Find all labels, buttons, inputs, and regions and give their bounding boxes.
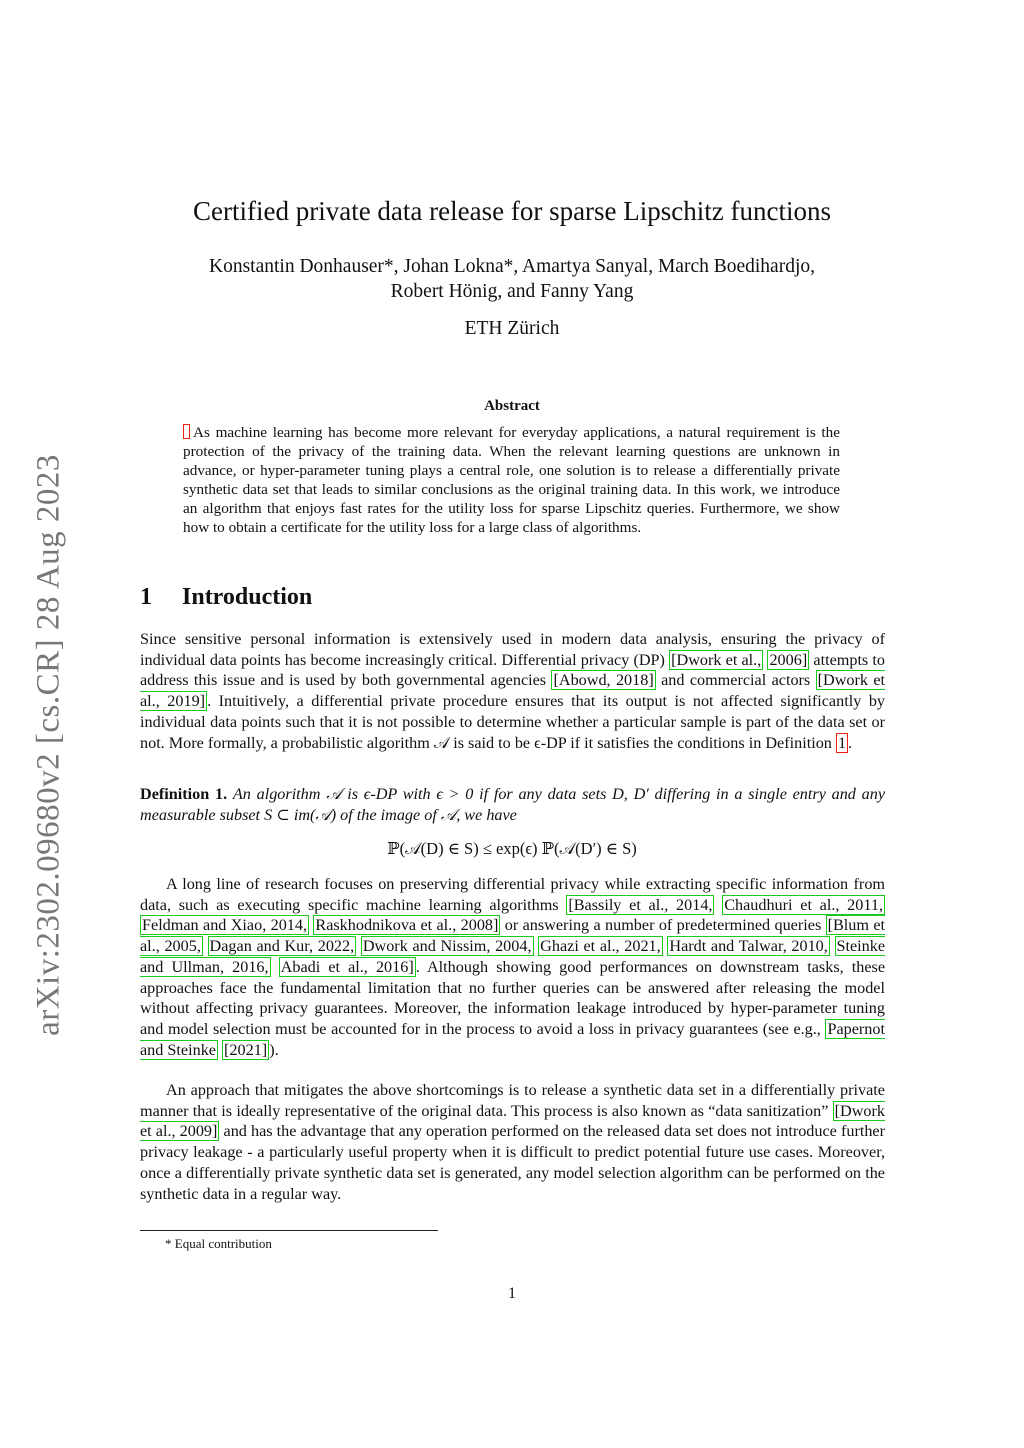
equation: ℙ(𝒜(D) ∈ S) ≤ exp(ϵ) ℙ(𝒜(D′) ∈ S) xyxy=(387,839,637,858)
citation-link[interactable]: Hardt and Talwar, 2010, xyxy=(669,937,828,956)
definition-block xyxy=(140,784,885,825)
citation-link[interactable]: Feldman and Xiao, 2014, xyxy=(142,916,308,935)
citation-link[interactable]: Dwork and Nissim, 2004, xyxy=(362,937,532,956)
paragraph-intro xyxy=(140,629,885,753)
citation-link[interactable]: [Abowd, 2018] xyxy=(553,671,654,690)
section-heading xyxy=(140,584,312,611)
text-run: ). xyxy=(269,1040,279,1059)
paragraph-synthetic-data xyxy=(140,1080,885,1204)
arxiv-stamp xyxy=(28,445,70,1045)
citation-link[interactable]: [Bassily et al., 2014, xyxy=(568,895,713,914)
text-run: and commercial actors xyxy=(655,671,816,690)
paper-title: Certified private data release for sparse Lipschitz functions xyxy=(193,196,831,226)
text-run: and has the advantage that any operation performed on the released data set does not introduce further privacy leakage - a particularly useful property when it is difficult to predict potential future use cases. Moreover, once a differentially private synthetic data set is generated, any model selection algorithm can be performed on the synthetic data in a regular way. xyxy=(140,1122,885,1203)
citation-link[interactable]: Abadi et al., 2016] xyxy=(280,957,414,976)
authors-line-2: Robert Hönig, and Fanny Yang xyxy=(390,281,634,302)
abstract xyxy=(183,423,840,537)
citation-link[interactable]: [Dwork et al., xyxy=(671,650,762,669)
text-run: or answering a number of predetermined queries xyxy=(500,916,826,935)
citation-link[interactable]: [Blum et al., 2005, xyxy=(140,916,886,956)
citation-link[interactable]: Dagan and Kur, 2022, xyxy=(209,937,355,956)
definition-label: Definition 1. xyxy=(140,785,228,803)
abstract-heading: Abstract xyxy=(484,398,540,414)
citation-link[interactable]: Chaudhuri et al., 2011, xyxy=(724,895,883,914)
citation-link[interactable]: [2021] xyxy=(224,1040,268,1059)
text-run: Since sensitive personal information is extensively used in modern data analysis, ensuring the privacy of individual data points has become increasingly critical. Differential privacy (DP) xyxy=(140,630,885,669)
text-run: . Intuitively, a differential private procedure ensures that its output is not affected significantly by individual data points such that it is not possible to determine whether a particular sample is part of the data set or not. More formally, a probabilistic algorithm 𝒜 is said to be ϵ-DP if it satisfies the conditions in Definition xyxy=(140,692,886,752)
abstract-text: As machine learning has become more relevant for everyday applications, a natural requirement is the protection of the privacy of the training data. When the relevant learning questions are unknown in advance, or hyper-parameter tuning plays a central role, one solution is to release a differentially private synthetic data set that leads to similar conclusions as the original training data. In this work, we introduce an algorithm that enjoys fast rates for the utility loss for sparse Lipschitz queries. Furthermore, we show how to obtain a certificate for the utility loss for a large class of algorithms. xyxy=(183,424,840,536)
citation-link[interactable]: Steinke and Ullman, 2016, xyxy=(140,937,886,976)
footnote-rule xyxy=(140,1230,438,1231)
page-number: 1 xyxy=(508,1285,516,1302)
section-title: Introduction xyxy=(182,584,313,610)
text-run: An approach that mitigates the above shortcomings is to release a synthetic data set in a differentially private manner that is ideally representative of the original data. This process is also known as “data sanitization” xyxy=(140,1081,885,1120)
footnote: * Equal contribution xyxy=(165,1236,272,1251)
text-run: A long line of research focuses on preserving differential privacy while extracting specific information from data, such as executing specific machine learning algorithms xyxy=(140,875,885,914)
citation-link[interactable]: Raskhodnikova et al., 2008] xyxy=(315,916,499,935)
annotation-marker-icon xyxy=(183,424,190,439)
text-run: attempts to address this issue and is used by both governmental agencies xyxy=(140,650,885,690)
authors-line-1: Konstantin Donhauser*, Johan Lokna*, Amartya Sanyal, March Boedihardjo, xyxy=(209,256,815,277)
affiliation: ETH Zürich xyxy=(464,318,560,339)
authors xyxy=(0,254,1024,304)
citation-link[interactable]: [Dwork et al., 2019] xyxy=(140,671,886,711)
paragraph-related-work xyxy=(140,874,885,1060)
citation-link[interactable]: Papernot and Steinke xyxy=(140,1019,885,1059)
text-run: . xyxy=(848,733,853,752)
citation-link[interactable]: Ghazi et al., 2021, xyxy=(540,937,661,956)
citation-link[interactable]: [Dwork et al., 2009] xyxy=(140,1101,885,1141)
definition-ref-link[interactable]: 1 xyxy=(837,733,847,752)
arxiv-id: arXiv:2302.09680v2 [cs.CR] 28 Aug 2023 xyxy=(30,454,67,1036)
section-number: 1 xyxy=(140,584,152,610)
citation-link[interactable]: 2006] xyxy=(769,650,808,669)
text-run: . Although showing good performances on downstream tasks, these approaches face the fundamental limitation that no further queries can be answered after releasing the model without affecting privacy guarantees. Moreover, the information leakage introduced by hyper-parameter tuning and model selection must be accounted for in the process to avoid a loss in privacy guarantees (see e.g., xyxy=(140,957,886,1038)
definition-text: An algorithm 𝒜 is ϵ-DP with ϵ > 0 if for any data sets D, D′ differing in a single entry and any measurable subset S ⊂ im(𝒜) of the image of 𝒜, we have xyxy=(140,785,886,824)
